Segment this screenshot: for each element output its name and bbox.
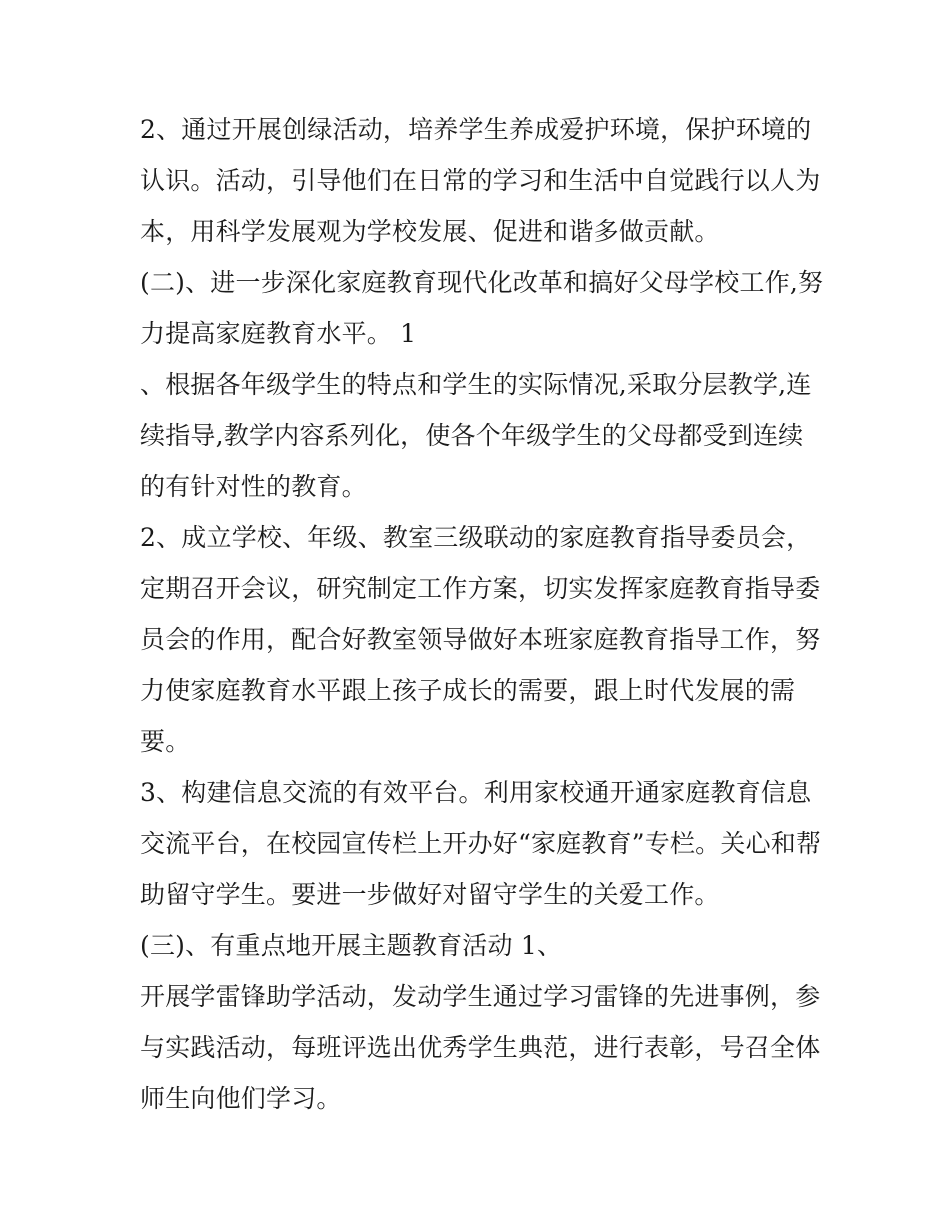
- text-line: 2、成立学校、年级、教室三级联动的家庭教育指导委员会，: [140, 523, 812, 552]
- text-line: 要。: [140, 727, 191, 756]
- text-line: 力提高家庭教育水平。 1: [140, 319, 417, 348]
- text-line: 的有针对性的教育。: [140, 472, 367, 501]
- text-line: 3、构建信息交流的有效平台。利用家校通开通家庭教育信息: [140, 778, 812, 807]
- text-line: 定期召开会议，研究制定工作方案，切实发挥家庭教育指导委: [140, 574, 821, 603]
- text-line: 交流平台，在校园宣传栏上开办好“家庭教育”专栏。关心和帮: [140, 829, 822, 858]
- text-line: 本，用科学发展观为学校发展、促进和谐多做贡献。: [140, 217, 720, 246]
- text-line: 、根据各年级学生的特点和学生的实际情况,采取分层教学,连: [140, 370, 812, 399]
- text-line: 力使家庭教育水平跟上孩子成长的需要，跟上时代发展的需: [140, 676, 796, 705]
- text-line: 员会的作用，配合好教室领导做好本班家庭教育指导工作，努: [140, 625, 821, 654]
- text-line: 开展学雷锋助学活动，发动学生通过学习雷锋的先进事例，参: [140, 982, 821, 1011]
- text-line: 续指导,教学内容系列化，使各个年级学生的父母都受到连续: [140, 421, 804, 450]
- text-line: 认识。活动，引导他们在日常的学习和生活中自觉践行以人为: [140, 166, 821, 195]
- text-line: 2、通过开展创绿活动，培养学生养成爱护环境，保护环境的: [140, 115, 812, 144]
- text-line: 与实践活动，每班评选出优秀学生典范，进行表彰，号召全体: [140, 1033, 821, 1062]
- text-line: (三)、有重点地开展主题教育活动 1、: [140, 931, 563, 960]
- text-line: 师生向他们学习。: [140, 1084, 342, 1113]
- text-line: (二)、进一步深化家庭教育现代化改革和搞好父母学校工作,努: [140, 268, 824, 297]
- text-line: 助留守学生。要进一步做好对留守学生的关爱工作。: [140, 880, 720, 909]
